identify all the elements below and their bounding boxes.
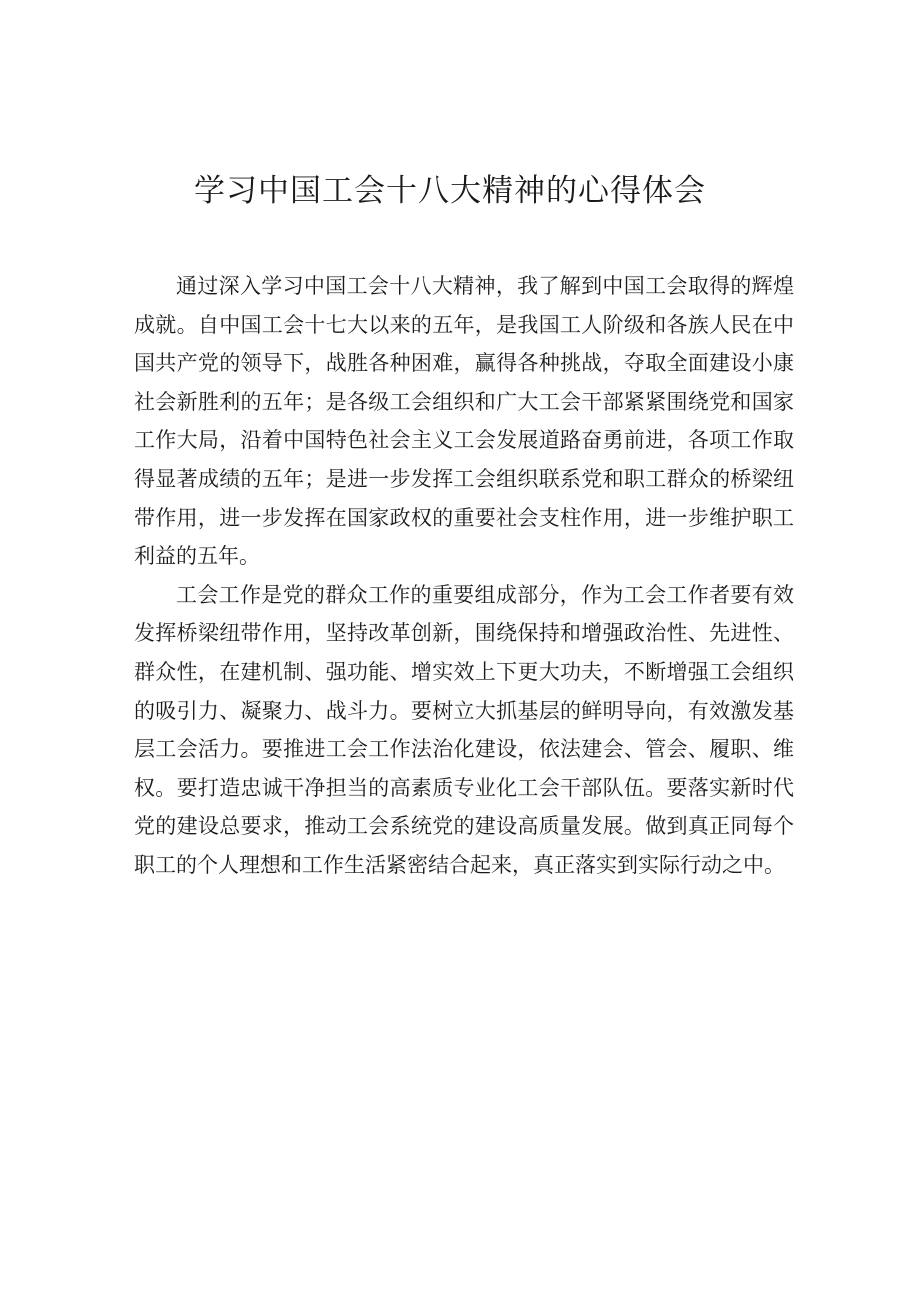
paragraph-1: 通过深入学习中国工会十八大精神，我了解到中国工会取得的辉煌成就。自中国工会十七大以来的五年，是我国工人阶级和各族人民在中国共产党的领导下，战胜各种困难，赢得各种挑战，夺取全面建设小康社会新胜利的五年；是各级工会组织和广大工会干部紧紧围绕党和国家工作大局，沿着中国特色社会主义工会发展道路奋勇前进，各项工作取得显著成绩的五年；是进一步发挥工会组织联系党和职工群众的桥梁纽带作用，进一步发挥在国家政权的重要社会支柱作用，进一步维护职工利益的五年。 xyxy=(134,274,794,569)
document-title: 学习中国工会十八大精神的心得体会 xyxy=(194,173,706,209)
document-body xyxy=(134,267,794,885)
paragraph-2: 工会工作是党的群众工作的重要组成部分，作为工会工作者要有效发挥桥梁纽带作用，坚持改革创新，围绕保持和增强政治性、先进性、群众性，在建机制、强功能、增实效上下更大功夫，不断增强工会组织的吸引力、凝聚力、战斗力。要树立大抓基层的鲜明导向，有效激发基层工会活力。要推进工会工作法治化建设，依法建会、管会、履职、维权。要打造忠诚干净担当的高素质专业化工会干部队伍。要落实新时代党的建设总要求，推动工会系统党的建设高质量发展。做到真正同每个职工的个人理想和工作生活紧密结合起来，真正落实到实际行动之中。 xyxy=(134,582,794,877)
